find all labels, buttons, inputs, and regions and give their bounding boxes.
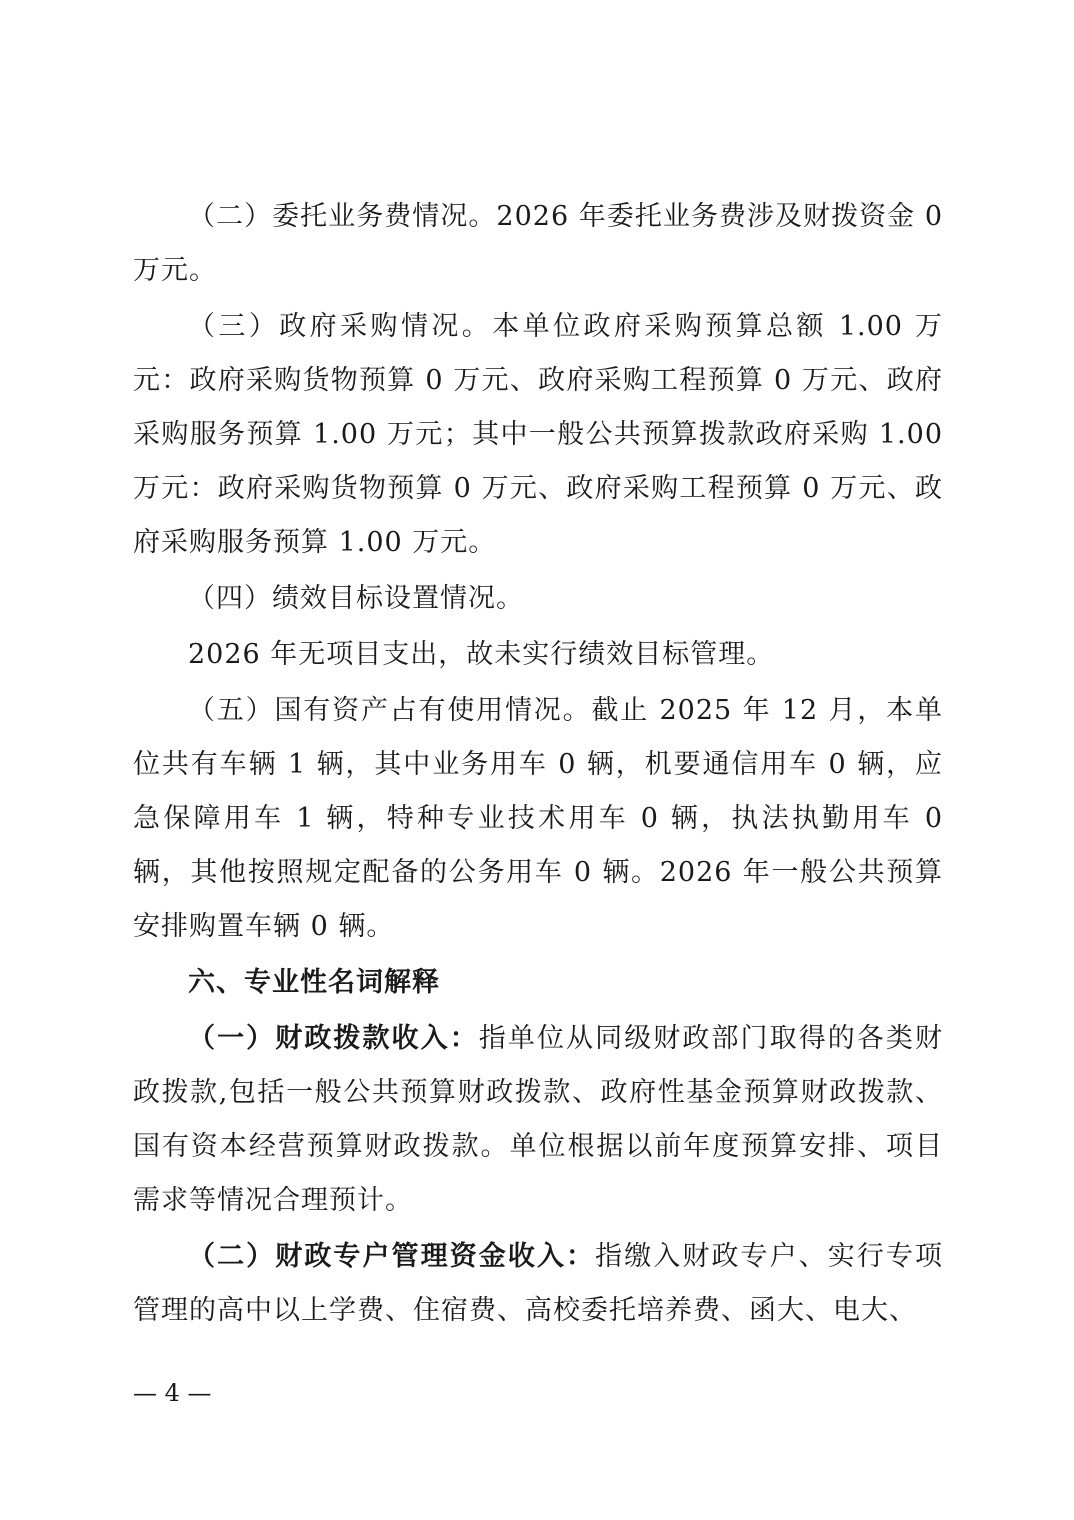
document-body — [133, 190, 943, 1340]
paragraph-text: 截止 2025 年 12 月，本单位共有车辆 1 辆，其中业务用车 0 辆，机要通信用车 0 辆，应急保障用车 1 辆，特种专业技术用车 0 辆，执法执勤用车 0 辆，其他按照规定配备的公务用车 0 辆。2026 年一般公共预算安排购置车辆 0 辆。 — [133, 695, 944, 942]
definition-text: 指单位从同级财政部门取得的各类财政拨款,包括一般公共预算财政拨款、政府性基金预算财政拨款、国有资本经营预算财政拨款。单位根据以前年度预算安排、项目需求等情况合理预计。 — [133, 1023, 944, 1216]
paragraph-lead: （五）国有资产占有使用情况。 — [188, 695, 592, 726]
definition-special-account-income — [133, 1230, 943, 1338]
paragraph-lead: （二）委托业务费情况。 — [188, 201, 497, 232]
paragraph-text: 本单位政府采购预算总额 1.00 万元：政府采购货物预算 0 万元、政府采购工程预算 0 万元、政府采购服务预算 1.00 万元；其中一般公共预算拨款政府采购 1.00 万元：政府采购货物预算 0 万元、政府采购工程预算 0 万元、政府采购服务预算 1.00 万元。 — [133, 311, 943, 558]
paragraph-no-project-expenditure — [133, 628, 943, 682]
paragraph-government-procurement — [133, 300, 943, 570]
paragraph-performance-goals — [133, 572, 943, 626]
definition-fiscal-appropriation-income — [133, 1012, 943, 1228]
paragraph-lead: （四）绩效目标设置情况。 — [188, 583, 524, 614]
paragraph-text: 2026 年委托业务费涉及财拨资金 0 万元。 — [133, 201, 944, 286]
paragraph-state-assets — [133, 684, 943, 954]
page-number: — 4 — — [133, 1379, 212, 1407]
definition-term: （二）财政专户管理资金收入： — [188, 1241, 596, 1272]
definition-text: 指缴入财政专户、实行专项管理的高中以上学费、住宿费、高校委托培养费、函大、电大、 — [133, 1241, 944, 1326]
paragraph-text: 2026 年无项目支出，故未实行绩效目标管理。 — [188, 639, 775, 670]
section-heading: 六、专业性名词解释 — [188, 967, 440, 998]
paragraph-lead: （三）政府采购情况。 — [188, 311, 493, 342]
definition-term: （一）财政拨款收入： — [188, 1023, 479, 1054]
paragraph-entrusted-business-fee — [133, 190, 943, 298]
